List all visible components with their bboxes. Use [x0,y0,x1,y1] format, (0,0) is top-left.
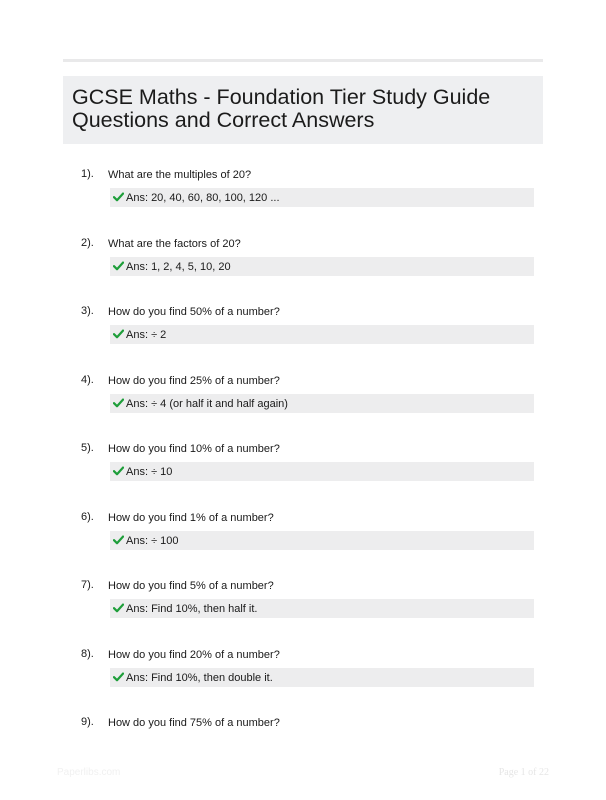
question-text: How do you find 5% of a number? [108,580,274,592]
check-icon [113,535,124,545]
question-number: 2). [81,237,94,249]
answer-text: Ans: Find 10%, then double it. [126,672,273,684]
question-number: 5). [81,442,94,454]
question-text: How do you find 75% of a number? [108,717,280,729]
question-number: 1). [81,168,94,180]
question-number: 4). [81,374,94,386]
question-number: 8). [81,648,94,660]
question-text: How do you find 10% of a number? [108,443,280,455]
answer-box [110,668,534,687]
question-text: How do you find 1% of a number? [108,512,274,524]
answer-box [110,394,534,413]
answer-text: Ans: Find 10%, then half it. [126,603,258,615]
answer-box [110,257,534,276]
page-indicator: Page 1 of 22 [498,767,549,778]
question-text: How do you find 25% of a number? [108,375,280,387]
answer-text: Ans: 20, 40, 60, 80, 100, 120 ... [126,192,280,204]
question-number: 3). [81,305,94,317]
question-text: How do you find 50% of a number? [108,306,280,318]
question-text: How do you find 20% of a number? [108,649,280,661]
answer-box [110,531,534,550]
check-icon [113,329,124,339]
check-icon [113,398,124,408]
page-title-line-2: Questions and Correct Answers [72,108,375,132]
answer-box [110,188,534,207]
answer-text: Ans: ÷ 100 [126,535,179,547]
check-icon [113,261,124,271]
answer-text: Ans: ÷ 4 (or half it and half again) [126,398,288,410]
page-title-line-1: GCSE Maths - Foundation Tier Study Guide [72,85,491,109]
footer-watermark: Paperlibs.com [57,767,121,778]
answer-box [110,325,534,344]
question-number: 7). [81,579,94,591]
question-number: 6). [81,511,94,523]
question-text: What are the factors of 20? [108,238,241,250]
answer-text: Ans: ÷ 2 [126,329,167,341]
check-icon [113,192,124,202]
answer-box [110,462,534,481]
answer-text: Ans: 1, 2, 4, 5, 10, 20 [126,261,231,273]
answer-text: Ans: ÷ 10 [126,466,173,478]
question-text: What are the multiples of 20? [108,169,252,181]
check-icon [113,466,124,476]
check-icon [113,603,124,613]
answer-box [110,599,534,618]
question-number: 9). [81,716,94,728]
check-icon [113,672,124,682]
